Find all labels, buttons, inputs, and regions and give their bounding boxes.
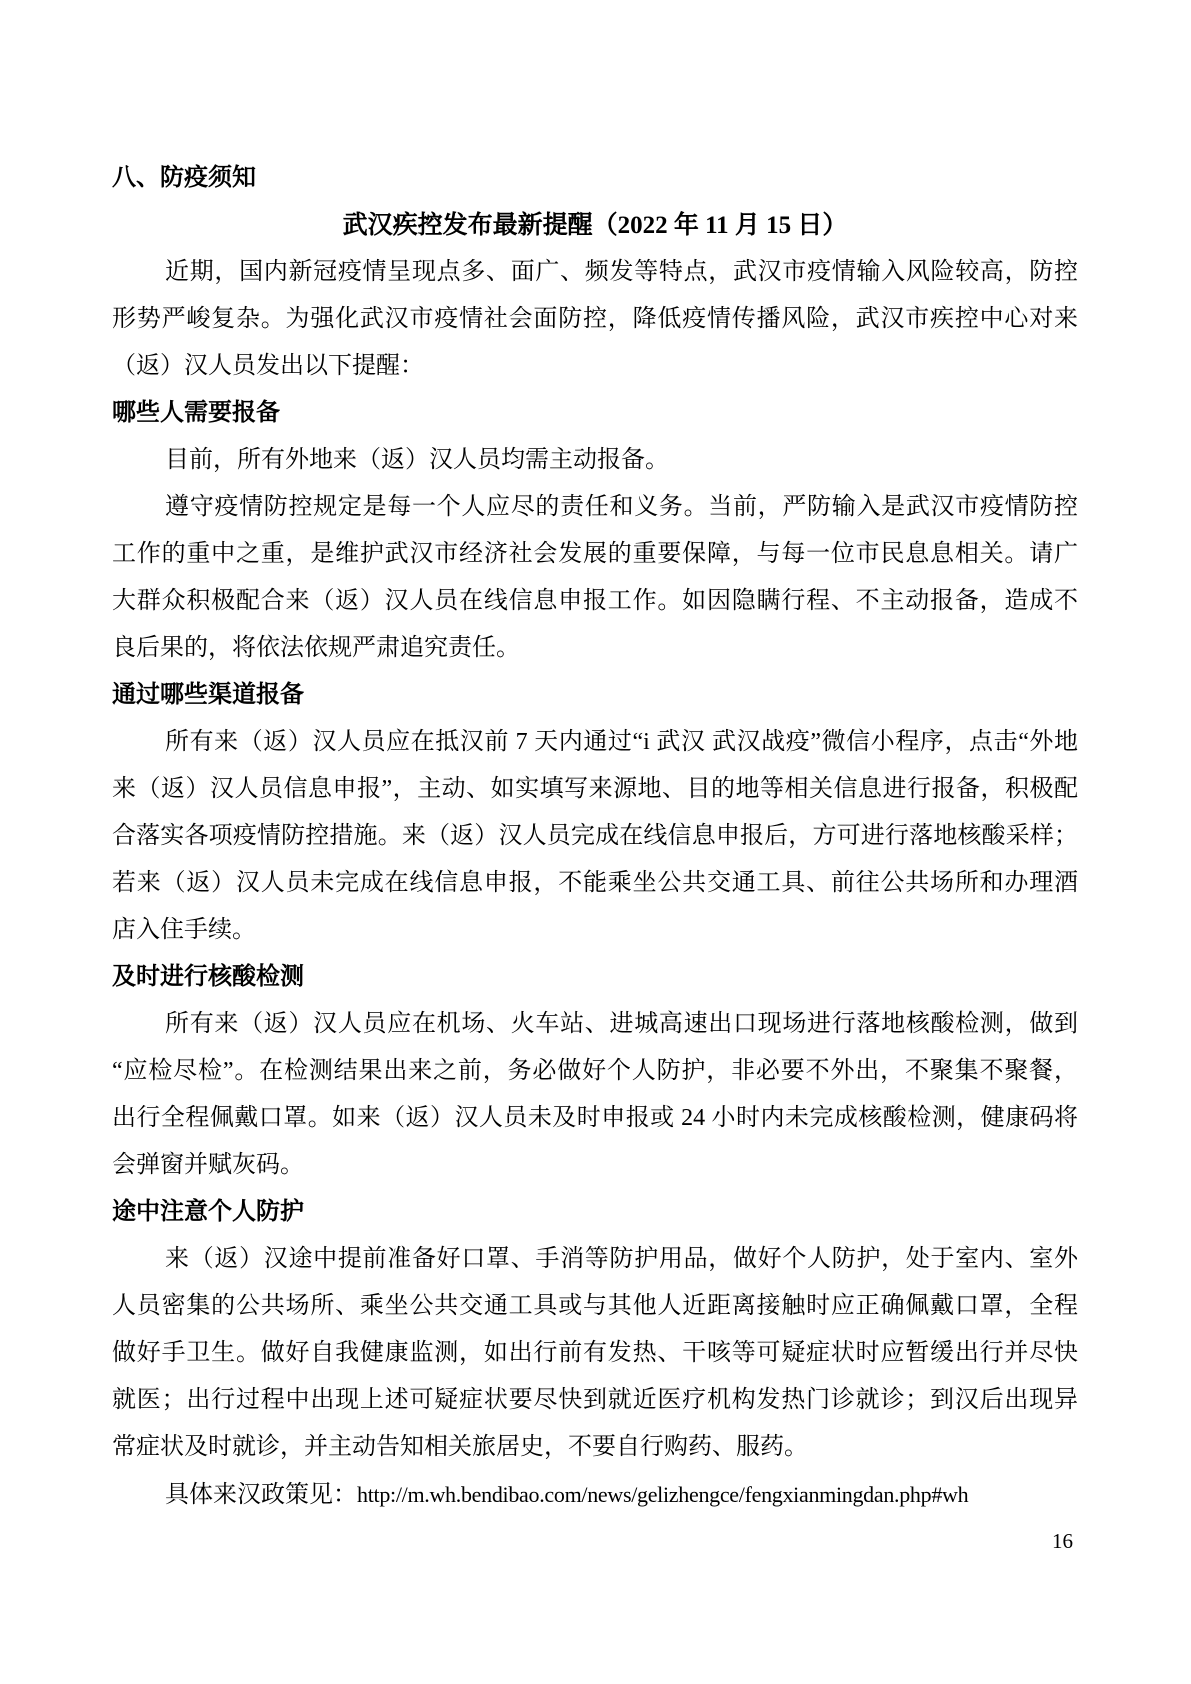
paragraph-line: 良后果的，将依法依规严肃追究责任。	[112, 635, 520, 661]
intro-line: 近期，国内新冠疫情呈现点多、面广、频发等特点，武汉市疫情输入风险较高，防控	[165, 259, 1078, 285]
paragraph-line: 人员密集的公共场所、乘坐公共交通工具或与其他人近距离接触时应正确佩戴口罩，全程	[112, 1293, 1078, 1319]
intro-line: 形势严峻复杂。为强化武汉市疫情社会面防控，降低疫情传播风险，武汉市疾控中心对来	[112, 306, 1078, 332]
paragraph-line: 所有来（返）汉人员应在抵汉前 7 天内通过“i 武汉 武汉战疫”微信小程序，点击“外地	[165, 729, 1078, 755]
paragraph-line: 遵守疫情防控规定是每一个人应尽的责任和义务。当前，严防输入是武汉市疫情防控	[165, 494, 1078, 520]
intro-line: （返）汉人员发出以下提醒：	[112, 353, 424, 379]
paragraph-line: 若来（返）汉人员未完成在线信息申报，不能乘坐公共交通工具、前往公共场所和办理酒	[112, 870, 1078, 896]
subsection-heading-report-channels: 通过哪些渠道报备	[112, 682, 304, 708]
policy-note-line	[112, 1471, 1078, 1519]
subsection-heading-who-must-report: 哪些人需要报备	[112, 400, 280, 426]
paragraph-line: 来（返）汉人员信息申报”，主动、如实填写来源地、目的地等相关信息进行报备，积极配	[112, 776, 1078, 802]
paragraph-line: 出行全程佩戴口罩。如来（返）汉人员未及时申报或 24 小时内未完成核酸检测，健康码将	[112, 1105, 1078, 1131]
paragraph-line: 目前，所有外地来（返）汉人员均需主动报备。	[165, 447, 669, 473]
paragraph-line: 会弹窗并赋灰码。	[112, 1152, 304, 1178]
subsection-heading-nucleic-acid-test: 及时进行核酸检测	[112, 964, 304, 990]
section-heading: 八、防疫须知	[112, 165, 256, 191]
paragraph-line: 工作的重中之重，是维护武汉市经济社会发展的重要保障，与每一位市民息息相关。请广	[112, 541, 1078, 567]
page-number: 16	[1052, 1529, 1073, 1553]
subsection-heading-personal-protection: 途中注意个人防护	[112, 1199, 304, 1225]
paragraph-line: 所有来（返）汉人员应在机场、火车站、进城高速出口现场进行落地核酸检测，做到	[165, 1011, 1078, 1037]
document-title: 武汉疾控发布最新提醒（2022 年 11 月 15 日）	[342, 212, 848, 239]
paragraph-line: 大群众积极配合来（返）汉人员在线信息申报工作。如因隐瞒行程、不主动报备，造成不	[112, 588, 1078, 614]
paragraph-line: 来（返）汉途中提前准备好口罩、手消等防护用品，做好个人防护，处于室内、室外	[165, 1246, 1078, 1272]
paragraph-line: 合落实各项疫情防控措施。来（返）汉人员完成在线信息申报后，方可进行落地核酸采样；	[112, 823, 1078, 849]
paragraph-line: 做好手卫生。做好自我健康监测，如出行前有发热、干咳等可疑症状时应暂缓出行并尽快	[112, 1340, 1078, 1366]
paragraph-line: 店入住手续。	[112, 917, 256, 943]
paragraph-line: 常症状及时就诊，并主动告知相关旅居史，不要自行购药、服药。	[112, 1434, 808, 1460]
policy-url: http://m.wh.bendibao.com/news/gelizhengce/fengxianmingdan.php#wh	[357, 1482, 969, 1507]
paragraph-line: 就医；出行过程中出现上述可疑症状要尽快到就近医疗机构发热门诊就诊；到汉后出现异	[112, 1387, 1078, 1413]
policy-note-prefix: 具体来汉政策见：	[165, 1482, 357, 1508]
document-body	[112, 155, 1078, 1519]
paragraph-line: “应检尽检”。在检测结果出来之前，务必做好个人防护，非必要不外出，不聚集不聚餐，	[112, 1058, 1078, 1084]
